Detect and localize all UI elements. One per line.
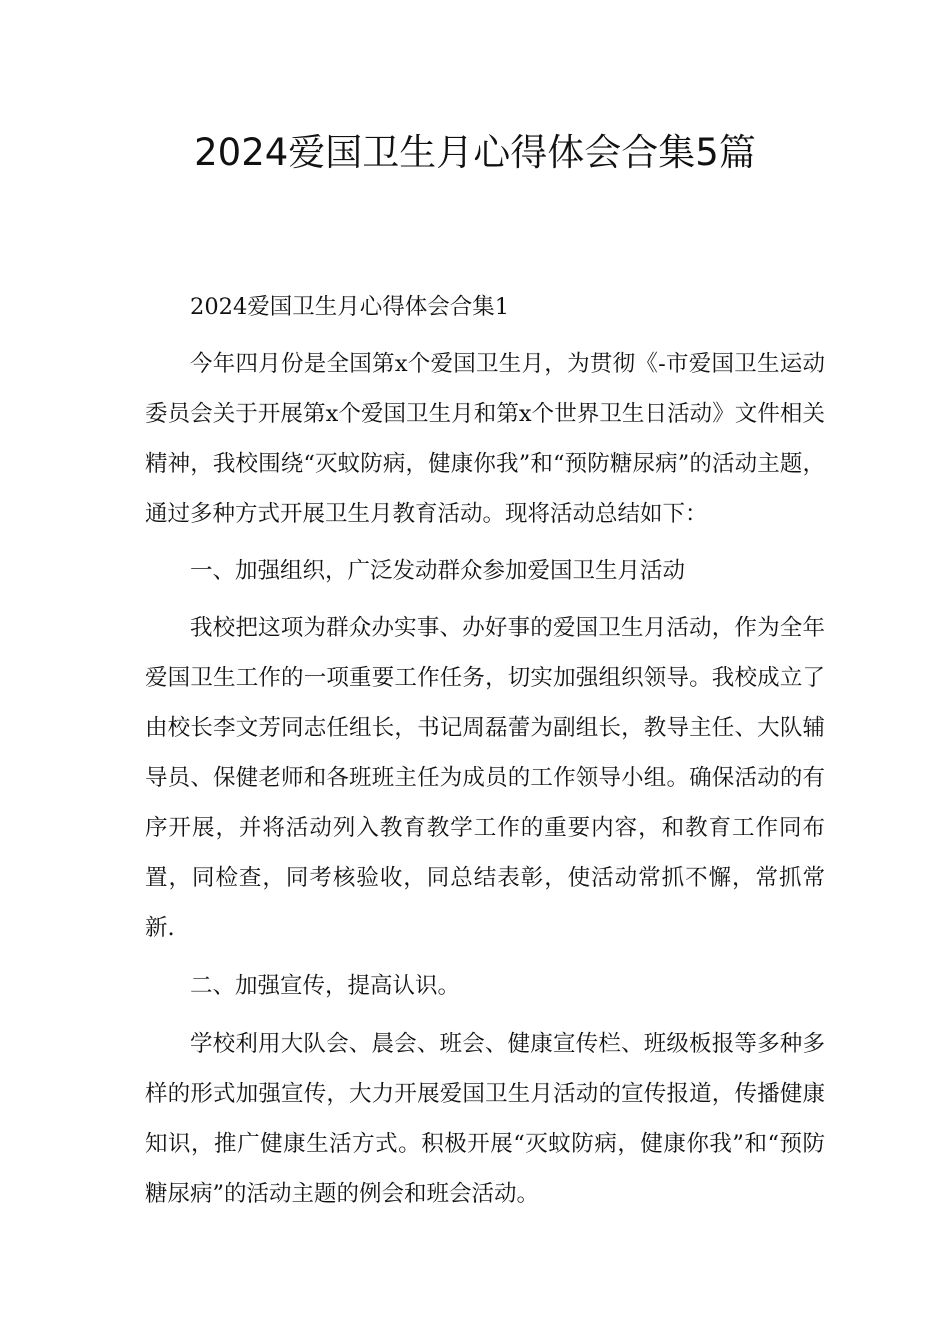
section-heading-1: 一、加强组织，广泛发动群众参加爱国卫生月活动 [190,558,686,584]
section-heading-2: 二、加强宣传，提高认识。 [190,973,461,999]
section-heading: 2024爱国卫生月心得体会合集1 [190,294,510,320]
paragraph-organization: 我校把这项为群众办实事、办好事的爱国卫生月活动，作为全年爱国卫生工作的一项重要工作任务，切实加强组织领导。我校成立了由校长李文芳同志任组长，书记周磊蕾为副组长，教导主任、大队辅导员、保健老师和各班班主任为成员的工作领导小组。确保活动的有序开展，并将活动列入教育教学工作的重要内容，和教育工作同布置，同检查，同考核验收，同总结表彰，使活动常抓不懈，常抓常新. [145,615,825,941]
document-title: 2024爱国卫生月心得体会合集5篇 [194,131,756,174]
paragraph-intro: 今年四月份是全国第x个爱国卫生月，为贯彻《-市爱国卫生运动委员会关于开展第x个爱国卫生月和第x个世界卫生日活动》文件相关精神，我校围绕“灭蚊防病，健康你我”和“预防糖尿病”的活动主题，通过多种方式开展卫生月教育活动。现将活动总结如下： [145,351,825,527]
document-body [145,282,825,1219]
paragraph-publicity: 学校利用大队会、晨会、班会、健康宣传栏、班级板报等多种多样的形式加强宣传，大力开展爱国卫生月活动的宣传报道，传播健康知识，推广健康生活方式。积极开展“灭蚊防病，健康你我”和“预防糖尿病”的活动主题的例会和班会活动。 [145,1031,825,1207]
